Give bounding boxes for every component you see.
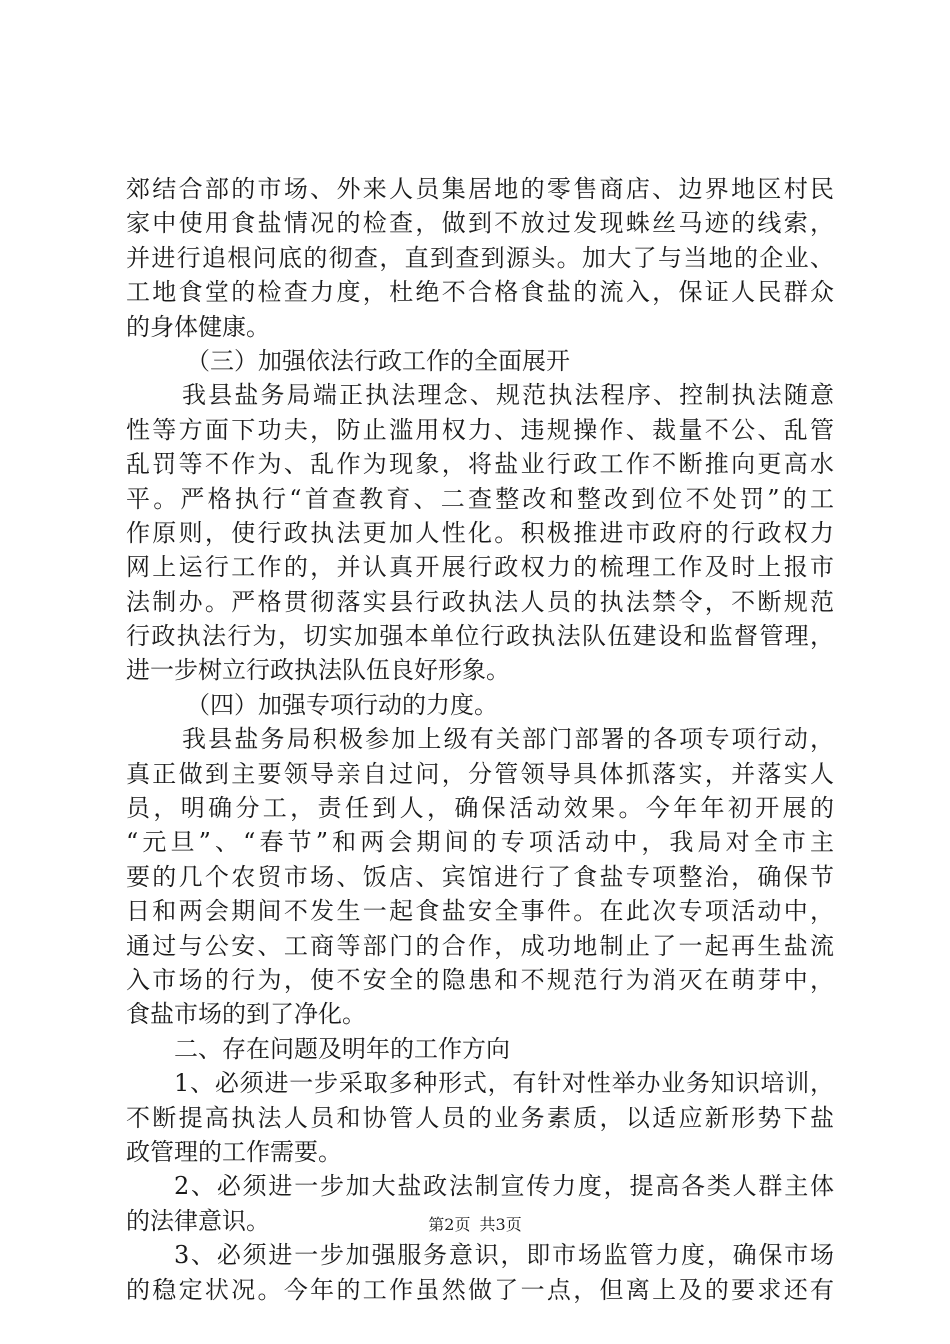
paragraph-line: 乱罚等不作为、乱作为现象，将盐业行政工作不断推向更高水 bbox=[126, 450, 834, 479]
paragraph-line: 的法律意识。 bbox=[126, 1206, 270, 1235]
paragraph-line: 员，明确分工，责任到人，确保活动效果。今年年初开展的 bbox=[126, 794, 834, 823]
page-footer bbox=[0, 1215, 950, 1235]
paragraph-line: 真正做到主要领导亲自过问，分管领导具体抓落实，并落实人 bbox=[126, 759, 834, 788]
paragraph-line: 并进行追根问底的彻查，直到查到源头。加大了与当地的企业、 bbox=[126, 243, 834, 272]
page-number: 第2页 bbox=[428, 1215, 471, 1234]
paragraph-line: 进一步树立行政执法队伍良好形象。 bbox=[126, 656, 510, 685]
paragraph-line: 食盐市场的到了净化。 bbox=[126, 1000, 366, 1029]
paragraph-line: 我县盐务局积极参加上级有关部门部署的各项专项行动， bbox=[182, 725, 834, 754]
paragraph-line: 作原则，使行政执法更加人性化。积极推进市政府的行政权力 bbox=[126, 518, 834, 547]
section-heading: （四）加强专项行动的力度。 bbox=[186, 690, 498, 719]
document-body bbox=[126, 172, 834, 1307]
paragraph-line: 3、必须进一步加强服务意识，即市场监管力度，确保市场 bbox=[174, 1241, 834, 1270]
paragraph-line: “元旦”、“春节”和两会期间的专项活动中，我局对全市主 bbox=[126, 828, 834, 857]
paragraph-line: 平。严格执行“首查教育、二查整改和整改到位不处罚”的工 bbox=[126, 484, 834, 513]
paragraph-line: 通过与公安、工商等部门的合作，成功地制止了一起再生盐流 bbox=[126, 931, 834, 960]
paragraph-line: 日和两会期间不发生一起食盐安全事件。在此次专项活动中， bbox=[126, 897, 834, 926]
paragraph-line: 家中使用食盐情况的检查，做到不放过发现蛛丝马迹的线索， bbox=[126, 209, 834, 238]
paragraph-line: 政管理的工作需要。 bbox=[126, 1137, 342, 1166]
paragraph-line: 不断提高执法人员和协管人员的业务素质，以适应新形势下盐 bbox=[126, 1103, 834, 1132]
paragraph-line: 的身体健康。 bbox=[126, 312, 270, 341]
page-total: 共3页 bbox=[479, 1215, 522, 1234]
paragraph-line: 1、必须进一步采取多种形式，有针对性举办业务知识培训， bbox=[174, 1069, 834, 1098]
paragraph-line: 行政执法行为，切实加强本单位行政执法队伍建设和监督管理， bbox=[126, 622, 834, 651]
paragraph-line: 的稳定状况。今年的工作虽然做了一点，但离上及的要求还有 bbox=[126, 1275, 834, 1304]
paragraph-line: 网上运行工作的，并认真开展行政权力的梳理工作及时上报市 bbox=[126, 553, 834, 582]
section-heading: （三）加强依法行政工作的全面展开 bbox=[186, 346, 570, 375]
paragraph-line: 入市场的行为，使不安全的隐患和不规范行为消灭在萌芽中， bbox=[126, 965, 834, 994]
paragraph-line: 性等方面下功夫，防止滥用权力、违规操作、裁量不公、乱管 bbox=[126, 415, 834, 444]
paragraph-line: 2、必须进一步加大盐政法制宣传力度，提高各类人群主体 bbox=[174, 1172, 834, 1201]
paragraph-line: 法制办。严格贯彻落实县行政执法人员的执法禁令，不断规范 bbox=[126, 587, 834, 616]
paragraph-line: 工地食堂的检查力度，杜绝不合格食盐的流入，保证人民群众 bbox=[126, 278, 834, 307]
paragraph-line: 郊结合部的市场、外来人员集居地的零售商店、边界地区村民 bbox=[126, 175, 834, 203]
paragraph-line: 我县盐务局端正执法理念、规范执法程序、控制执法随意 bbox=[182, 381, 834, 410]
paragraph-line: 要的几个农贸市场、饭店、宾馆进行了食盐专项整治，确保节 bbox=[126, 862, 834, 891]
section-heading: 二、存在问题及明年的工作方向 bbox=[174, 1034, 510, 1063]
